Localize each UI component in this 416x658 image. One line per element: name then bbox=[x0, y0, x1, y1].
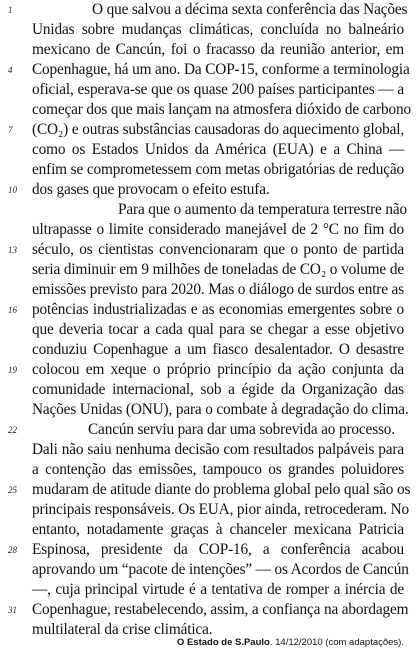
text-line: Unidas sobre mudanças climáticas, concluída no balneário bbox=[32, 21, 404, 38]
text-line: dos gases que provocam o efeito estufa. bbox=[32, 181, 270, 198]
text-line: Espinosa, presidente da COP-16, a conferência acabou bbox=[32, 541, 404, 558]
text-line: principais responsáveis. Os EUA, pior ainda, retrocederam. No bbox=[32, 501, 409, 518]
text-line: Cancún serviu para dar uma sobrevida ao processo. bbox=[88, 421, 395, 438]
line-number: 13 bbox=[8, 245, 17, 255]
text-line: Para que o aumento da temperatura terrestre não bbox=[118, 201, 407, 218]
text-line: Dali não saiu nenhuma decisão com resultados palpáveis para bbox=[32, 441, 404, 458]
text-line: entanto, notadamente graças à chanceler mexicana Patricia bbox=[32, 521, 404, 538]
text-line: a contenção das emissões, tampouco os grandes poluidores bbox=[32, 461, 404, 478]
text-line: aprovando um “pacote de intenções” — os Acordos de Cancún bbox=[32, 561, 409, 578]
line-number: 22 bbox=[8, 425, 17, 435]
line-number: 28 bbox=[8, 545, 17, 555]
text-line: começar dos que mais lançam na atmosfera dióxido de carbono bbox=[32, 101, 411, 118]
text-line: oficial, esperava-se que os quase 200 países participantes — a bbox=[32, 81, 404, 98]
text-line: como os Estados Unidos da América (EUA) e a China — bbox=[32, 141, 404, 158]
text-line: conduziu Copenhague a um fiasco desalentador. O desastre bbox=[32, 341, 404, 358]
line-number: 7 bbox=[8, 125, 13, 135]
line-number: 10 bbox=[8, 185, 17, 195]
line-number: 25 bbox=[8, 485, 17, 495]
line-number: 16 bbox=[8, 305, 17, 315]
text-line: colocou em xeque o próprio princípio da ação conjunta da bbox=[32, 361, 404, 378]
text-line: que deveria tocar a cada qual para se chegar a esse objetivo bbox=[32, 321, 404, 338]
source-details: . 14/12/2010 (com adaptações). bbox=[269, 637, 404, 648]
text-line: multilateral da crise climática. bbox=[32, 621, 213, 638]
text-line: (CO₂) e outras substâncias causadoras do aquecimento global, bbox=[32, 121, 404, 138]
text-line: seria diminuir em 9 milhões de toneladas de CO₂ o volume de bbox=[32, 261, 404, 278]
line-number: 19 bbox=[8, 365, 17, 375]
text-line: enfim se comprometessem com metas obrigatórias de redução bbox=[32, 161, 404, 178]
text-line: O que salvou a décima sexta conferência das Nações bbox=[92, 1, 408, 18]
source-citation bbox=[177, 636, 404, 650]
text-line: —, cuja principal virtude é a tentativa de romper a inércia de bbox=[32, 581, 404, 598]
text-line: emissões previsto para 2020. Mas o diálogo de surdos entre as bbox=[32, 281, 404, 298]
text-line: mudaram de atitude diante do problema global pelo qual são os bbox=[32, 481, 411, 498]
text-line: comunidade internacional, sob a égide da Organização das bbox=[32, 381, 404, 398]
line-number: 31 bbox=[8, 605, 17, 615]
source-publication: O Estado de S.Paulo bbox=[176, 637, 270, 648]
line-number: 1 bbox=[8, 5, 13, 15]
text-line: ultrapasse o limite considerado manejável de 2 °C no fim do bbox=[32, 221, 404, 238]
text-line: Nações Unidas (ONU), para o combate à degradação do clima. bbox=[32, 401, 409, 418]
line-number: 4 bbox=[8, 65, 13, 75]
text-line: Copenhague, restabelecendo, assim, a confiança na abordagem bbox=[32, 601, 409, 618]
text-line: potências industrializadas e as economias emergentes sobre o bbox=[32, 301, 404, 318]
text-line: século, os cientistas convencionaram que o ponto de partida bbox=[32, 241, 404, 258]
text-line: mexicano de Cancún, foi o fracasso da reunião anterior, em bbox=[32, 41, 404, 58]
text-line: Copenhague, há um ano. Da COP-15, conforme a terminologia bbox=[32, 61, 410, 78]
